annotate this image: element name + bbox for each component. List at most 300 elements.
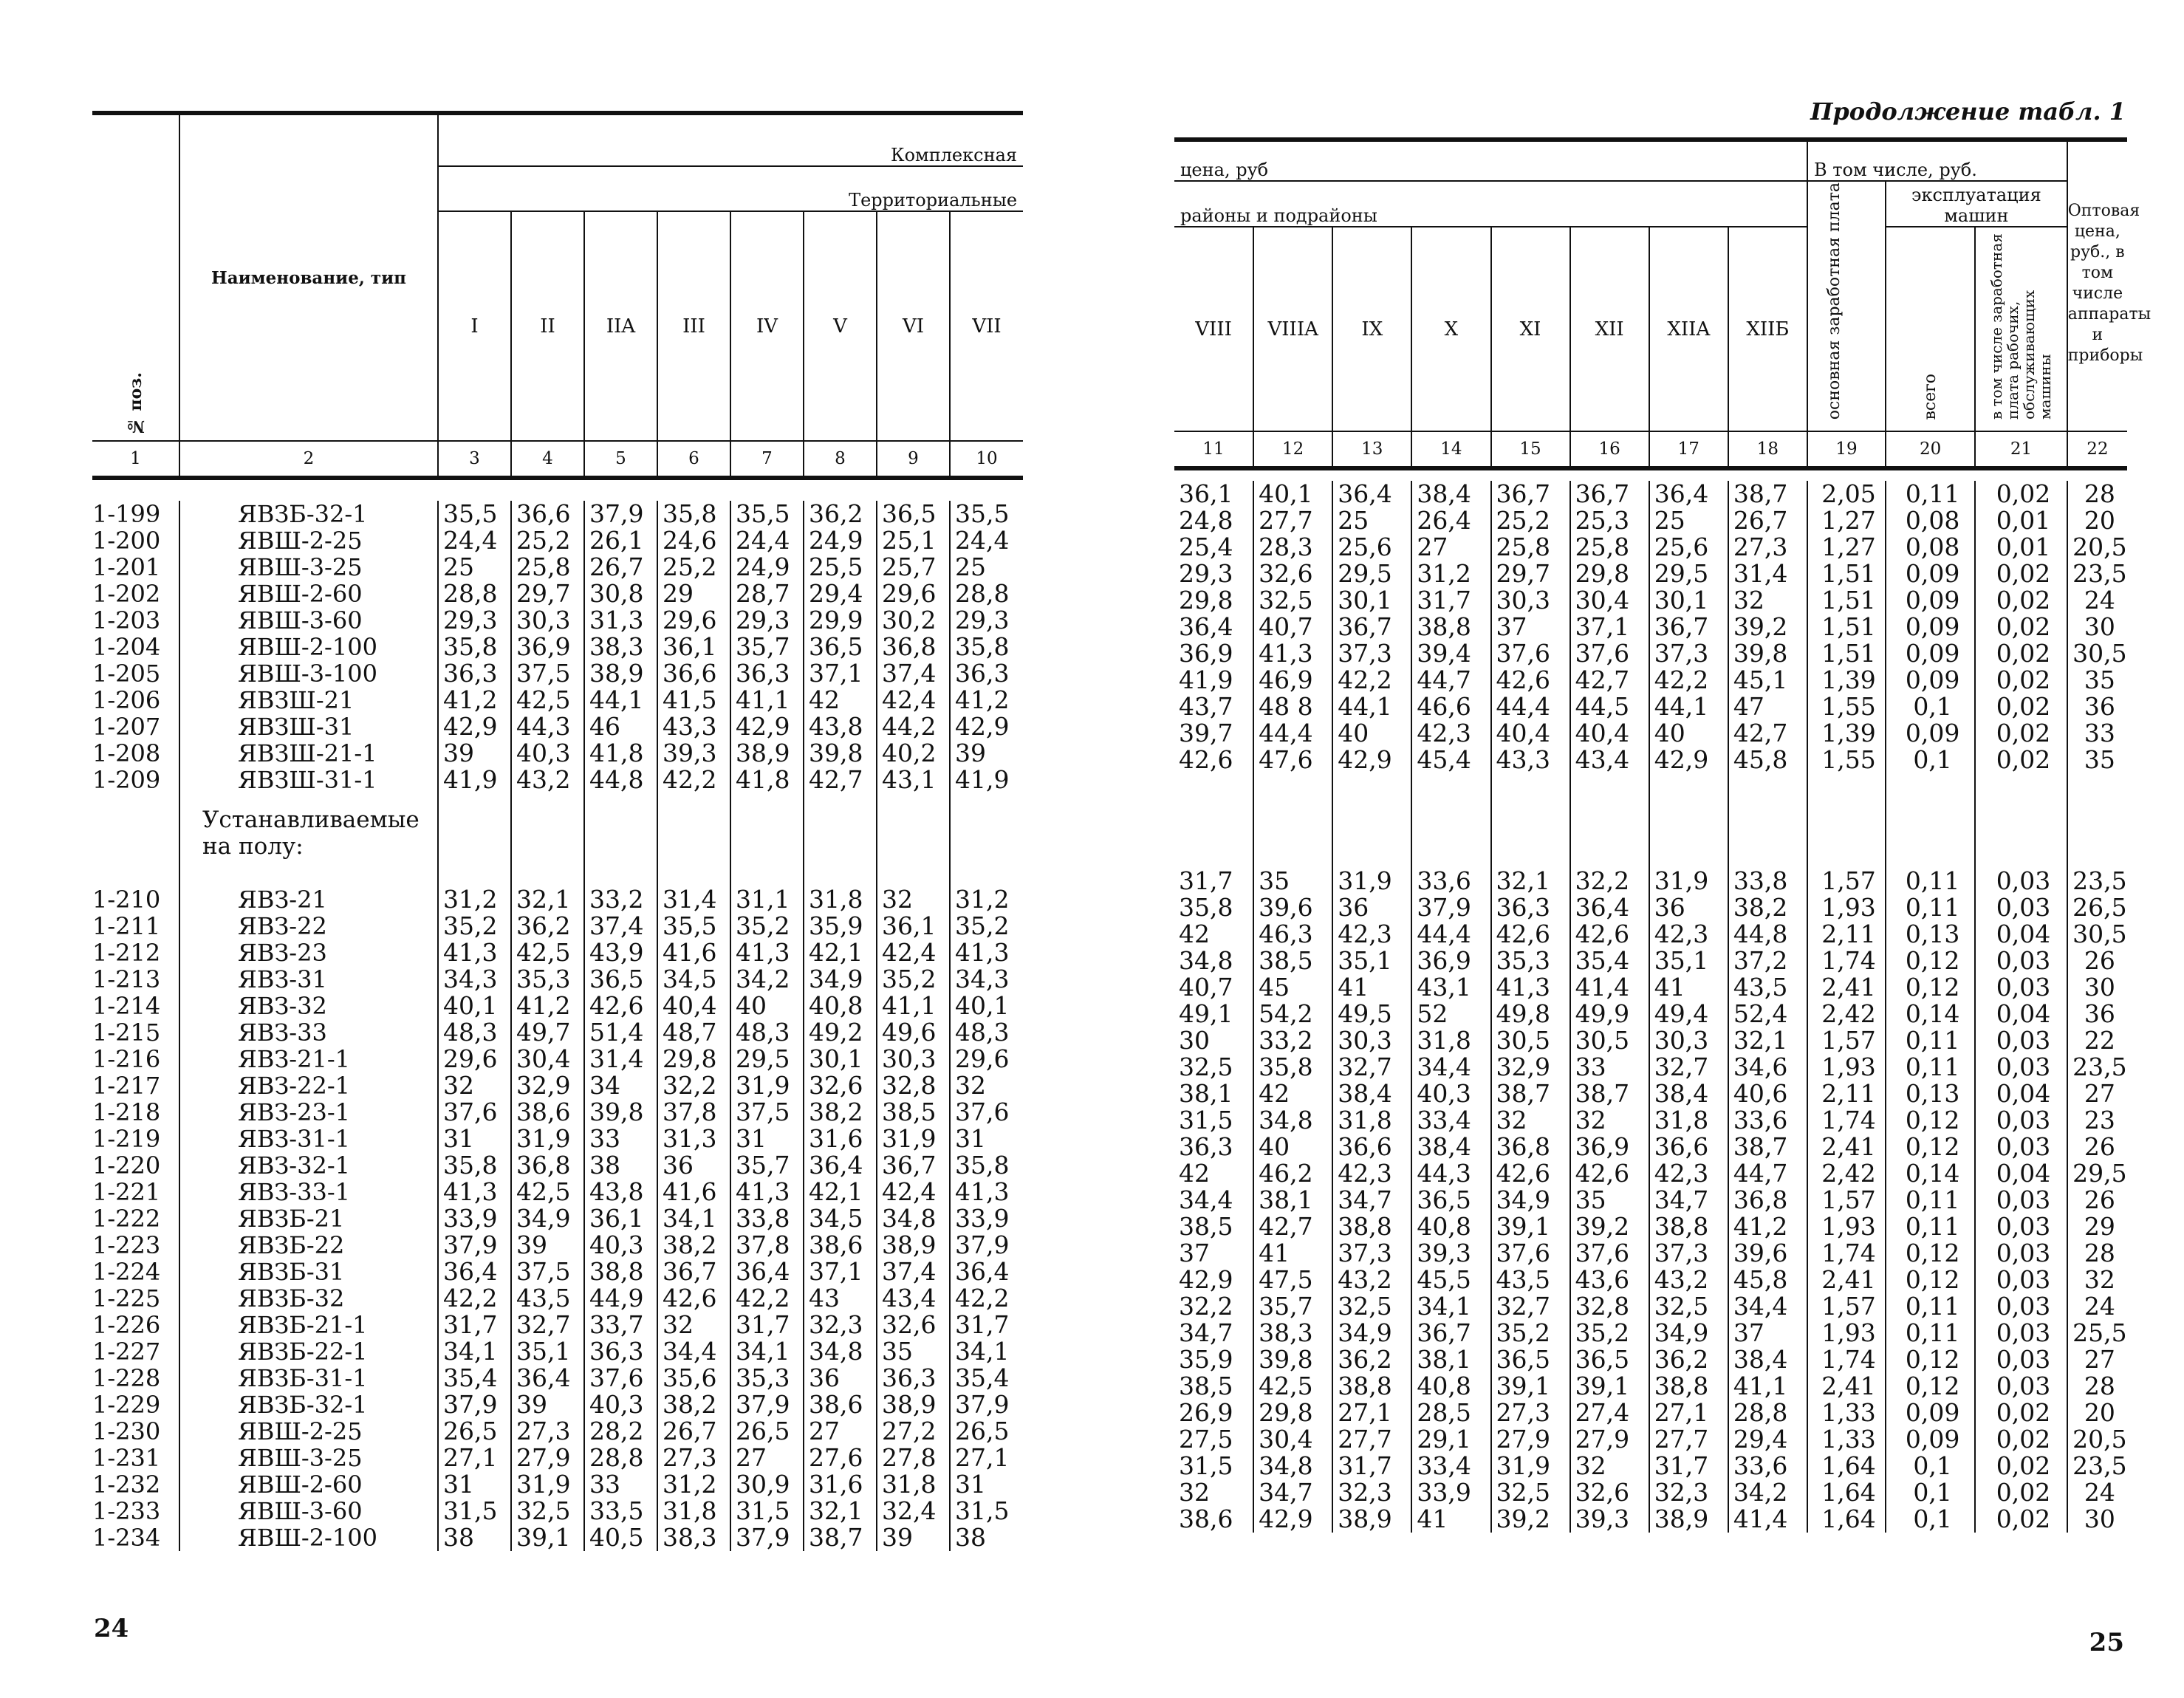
position-cell: 1-211 [92, 913, 161, 939]
value-cell: 0,12 [1886, 1346, 1975, 1373]
price-cell: 32,1 [511, 886, 584, 913]
table-row [1174, 1506, 2127, 1533]
value-cell: 0,02 [1975, 694, 2067, 720]
value-cell: 32,6 [1570, 1479, 1649, 1506]
price-cell: 31,7 [950, 1312, 1023, 1338]
price-cell: 32,6 [804, 1072, 877, 1099]
value-cell: 32,7 [1332, 1054, 1411, 1081]
value-cell: 28 [2067, 481, 2127, 507]
price-cell: 40 [730, 993, 804, 1019]
price-cell: 35,2 [950, 913, 1023, 939]
gap-cell [1975, 773, 2067, 868]
price-cell: 36,5 [584, 966, 657, 993]
table-row [1174, 1346, 2127, 1373]
column-number: 19 [1807, 431, 1886, 468]
value-cell: 0,03 [1975, 1107, 2067, 1134]
value-cell: 36,6 [1332, 1134, 1411, 1160]
table-row [1174, 1426, 2127, 1453]
name-cell: ЯВЗ-21-1 [179, 1046, 438, 1072]
value-cell: 40 [1332, 720, 1411, 747]
value-cell: 38,8 [1332, 1213, 1411, 1240]
value-cell: 38,1 [1253, 1187, 1332, 1213]
value-cell: 0,11 [1886, 1213, 1975, 1240]
value-cell: 32,2 [1570, 868, 1649, 894]
price-cell: 44,3 [511, 713, 584, 740]
value-cell: 26,5 [2067, 894, 2127, 921]
table-row [1174, 1187, 2127, 1213]
name-cell: ЯВЗБ-32-1 [179, 1391, 438, 1418]
value-cell: 41 [1253, 1240, 1332, 1267]
value-cell: 26 [2067, 1134, 2127, 1160]
value-cell: 33,2 [1253, 1027, 1332, 1054]
table-row [92, 1179, 1023, 1205]
price-cell: 30,4 [511, 1046, 584, 1072]
value-cell: 37,9 [1411, 894, 1490, 921]
left-rows-group-b [92, 886, 1023, 1551]
table-row [92, 1312, 1023, 1338]
value-cell: 34,9 [1491, 1187, 1570, 1213]
value-cell: 34,9 [1649, 1320, 1728, 1346]
column-number: 18 [1728, 431, 1807, 468]
price-cell: 51,4 [584, 1019, 657, 1046]
regions-group-header [1174, 181, 1807, 227]
price-cell: 42,2 [730, 1285, 804, 1312]
value-cell: 0,09 [1886, 587, 1975, 614]
value-cell: 42,2 [1649, 667, 1728, 694]
position-cell: 1-220 [92, 1152, 161, 1179]
position-cell: 1-229 [92, 1391, 161, 1418]
value-cell: 33 [1570, 1054, 1649, 1081]
price-cell: 46 [584, 713, 657, 740]
price-cell: 25 [438, 554, 511, 581]
value-cell: 46,9 [1253, 667, 1332, 694]
value-cell: 34,4 [1411, 1054, 1490, 1081]
table-row [1174, 974, 2127, 1001]
value-cell: 27,1 [1649, 1400, 1728, 1426]
price-cell: 37,4 [877, 660, 950, 687]
value-cell: 42,6 [1491, 1160, 1570, 1187]
price-cell: 24,4 [950, 527, 1023, 554]
price-cell: 41,6 [657, 939, 730, 966]
value-cell: 42,3 [1332, 1160, 1411, 1187]
value-cell: 43,1 [1411, 974, 1490, 1001]
name-cell: ЯВЗ-22 [179, 913, 438, 939]
value-cell: 36,3 [1179, 1134, 1233, 1160]
value-cell: 32,9 [1491, 1054, 1570, 1081]
value-cell: 2,42 [1807, 1001, 1886, 1027]
position-cell: 1-209 [92, 767, 161, 793]
price-cell: 33,5 [584, 1498, 657, 1524]
value-cell: 31,8 [1649, 1107, 1728, 1134]
region-header [511, 211, 584, 441]
name-cell: ЯВЗБ-21 [179, 1205, 438, 1232]
value-cell: 25,2 [1491, 507, 1570, 534]
value-cell: 39,3 [1411, 1240, 1490, 1267]
price-cell: 27 [804, 1418, 877, 1445]
value-cell: 38,9 [1649, 1506, 1728, 1533]
price-cell: 31,4 [584, 1046, 657, 1072]
table-row [1174, 694, 2127, 720]
value-cell: 24 [2067, 1479, 2127, 1506]
value-cell: 38,1 [1179, 1081, 1233, 1107]
value-cell: 35 [1253, 868, 1332, 894]
gap-cell [1411, 773, 1490, 868]
value-cell: 37 [1491, 614, 1570, 640]
value-cell: 38,1 [1411, 1346, 1490, 1373]
value-cell: 25 [1332, 507, 1411, 534]
name-cell: ЯВЗШ-31-1 [179, 767, 438, 793]
name-cell: ЯВШ-2-100 [179, 1524, 438, 1551]
value-cell: 46,6 [1411, 694, 1490, 720]
machine-total-label: всего [1920, 373, 1940, 420]
price-cell: 27,1 [438, 1445, 511, 1471]
region-label: VI [902, 315, 925, 338]
price-cell: 27,8 [877, 1445, 950, 1471]
price-cell: 44,2 [877, 713, 950, 740]
table-row [92, 1072, 1023, 1099]
value-cell: 32,5 [1179, 1054, 1233, 1081]
table-row [1174, 614, 2127, 640]
price-cell: 29,3 [438, 607, 511, 634]
value-cell: 0,11 [1886, 894, 1975, 921]
table-row [1174, 1001, 2127, 1027]
region-header [1570, 227, 1649, 431]
value-cell: 0,09 [1886, 720, 1975, 747]
base-wage-label: основная заработная плата [1825, 182, 1844, 420]
value-cell: 30,4 [1253, 1426, 1332, 1453]
group-territorial-header [438, 166, 1023, 212]
value-cell: 0,11 [1886, 1054, 1975, 1081]
price-cell: 35,2 [730, 913, 804, 939]
value-cell: 0,08 [1886, 507, 1975, 534]
price-cell: 29,6 [657, 607, 730, 634]
price-cell: 38 [584, 1152, 657, 1179]
value-cell: 0,03 [1975, 1134, 2067, 1160]
value-cell: 1,74 [1807, 1240, 1886, 1267]
price-cell: 34,3 [438, 966, 511, 993]
value-cell: 27,3 [1728, 534, 1807, 561]
table-row [1174, 1134, 2127, 1160]
value-cell: 30 [1179, 1027, 1210, 1054]
value-cell: 32 [1570, 1107, 1649, 1134]
price-cell: 42,2 [950, 1285, 1023, 1312]
price-cell: 35,8 [438, 634, 511, 660]
region-label: XIIA [1667, 318, 1711, 340]
price-cell: 24,6 [657, 527, 730, 554]
value-cell: 30,1 [1649, 587, 1728, 614]
table-row [1174, 561, 2127, 587]
value-cell: 36 [1332, 894, 1411, 921]
value-cell: 29,5 [2067, 1160, 2127, 1187]
value-cell: 1,64 [1807, 1479, 1886, 1506]
name-cell: ЯВЗ-32-1 [179, 1152, 438, 1179]
region-label: IX [1361, 318, 1383, 340]
value-cell: 40,7 [1179, 974, 1233, 1001]
value-cell: 1,57 [1807, 1187, 1886, 1213]
value-cell: 2,41 [1807, 1267, 1886, 1293]
price-cell: 25,2 [657, 554, 730, 581]
price-cell: 32 [438, 1072, 511, 1099]
price-cell: 31 [950, 1126, 1023, 1152]
value-cell: 47,6 [1253, 747, 1332, 773]
value-cell: 28 [2067, 1373, 2127, 1400]
price-cell: 40,2 [877, 740, 950, 767]
price-cell: 42 [804, 687, 877, 713]
name-cell: ЯВЗ-23 [179, 939, 438, 966]
column-number: 17 [1649, 431, 1728, 468]
value-cell: 32,5 [1332, 1293, 1411, 1320]
value-cell: 44,8 [1728, 921, 1807, 948]
price-cell: 33 [584, 1471, 657, 1498]
wholesale-header [2067, 140, 2152, 431]
price-cell: 34,1 [438, 1338, 511, 1365]
region-label: VIII [1195, 318, 1232, 340]
value-cell: 37,3 [1332, 640, 1411, 667]
spacer-cell [584, 860, 657, 886]
table-row [92, 1285, 1023, 1312]
table-row [1174, 1240, 2127, 1267]
value-cell: 31,9 [1491, 1453, 1570, 1479]
machine-wage-header [1975, 227, 2067, 431]
price-cell: 36,8 [511, 1152, 584, 1179]
value-cell: 42,2 [1332, 667, 1411, 694]
value-cell: 41,4 [1728, 1506, 1807, 1533]
column-number: 4 [511, 441, 584, 478]
value-cell: 38,7 [1491, 1081, 1570, 1107]
name-cell: ЯВЗШ-21-1 [179, 740, 438, 767]
table-row [92, 1524, 1023, 1551]
incl-group-label: В том числе, руб. [1814, 160, 1977, 180]
price-cell: 40,5 [584, 1524, 657, 1551]
position-cell: 1-218 [92, 1099, 161, 1126]
price-cell: 35,8 [950, 634, 1023, 660]
price-cell: 31,1 [730, 886, 804, 913]
value-cell: 29,1 [1411, 1426, 1490, 1453]
name-cell: ЯВЗ-33-1 [179, 1179, 438, 1205]
value-cell: 42,3 [1411, 720, 1490, 747]
value-cell: 1,51 [1807, 561, 1886, 587]
price-cell: 37,8 [730, 1232, 804, 1259]
price-cell: 35,8 [657, 501, 730, 527]
value-cell: 35,2 [1570, 1320, 1649, 1346]
price-cell: 37,9 [950, 1391, 1023, 1418]
value-cell: 32,2 [1179, 1293, 1233, 1320]
price-cell: 24,9 [730, 554, 804, 581]
value-cell: 1,33 [1807, 1400, 1886, 1426]
price-cell: 35,6 [657, 1365, 730, 1391]
value-cell: 34,4 [1179, 1187, 1233, 1213]
value-cell: 36,4 [1179, 614, 1233, 640]
value-cell: 28 [2067, 1240, 2127, 1267]
position-cell: 1-201 [92, 554, 161, 581]
value-cell: 48 8 [1253, 694, 1332, 720]
region-header [877, 211, 950, 441]
price-cell: 38,9 [730, 740, 804, 767]
section-cell [511, 793, 584, 860]
value-cell: 44,5 [1570, 694, 1649, 720]
position-cell: 1-216 [92, 1046, 161, 1072]
price-cell: 34,3 [950, 966, 1023, 993]
value-cell: 23 [2067, 1107, 2127, 1134]
value-cell: 1,93 [1807, 894, 1886, 921]
position-cell: 1-221 [92, 1179, 161, 1205]
price-cell: 34,9 [804, 966, 877, 993]
incl-group-header [1807, 140, 2067, 181]
value-cell: 1,27 [1807, 534, 1886, 561]
value-cell: 36,2 [1649, 1346, 1728, 1373]
price-cell: 35,5 [730, 501, 804, 527]
value-cell: 28,8 [1728, 1400, 1807, 1426]
price-cell: 33 [584, 1126, 657, 1152]
value-cell: 40,8 [1411, 1213, 1490, 1240]
price-cell: 25,2 [511, 527, 584, 554]
machine-total-header [1886, 227, 1975, 431]
name-cell: ЯВЗБ-22-1 [179, 1338, 438, 1365]
value-cell: 38,4 [1332, 1081, 1411, 1107]
position-cell: 1-213 [92, 966, 161, 993]
value-cell: 0,03 [1975, 894, 2067, 921]
value-cell: 46,3 [1253, 921, 1332, 948]
column-number: 11 [1174, 431, 1253, 468]
table-row [1174, 1293, 2127, 1320]
value-cell: 24,8 [1179, 507, 1233, 534]
price-cell: 38,2 [657, 1232, 730, 1259]
value-cell: 39,6 [1728, 1240, 1807, 1267]
price-cell: 38,2 [804, 1099, 877, 1126]
gap-cell [1728, 773, 1807, 868]
price-cell: 42,4 [877, 687, 950, 713]
value-cell: 31,2 [1411, 561, 1490, 587]
value-cell: 0,12 [1886, 1373, 1975, 1400]
value-cell: 30,3 [1491, 587, 1570, 614]
continuation-title: Продолжение табл. 1 [1810, 97, 2126, 126]
value-cell: 33,4 [1411, 1453, 1490, 1479]
col-pos-label: № поз. [126, 372, 146, 436]
spacer-cell [877, 860, 950, 886]
price-cell: 41,2 [438, 687, 511, 713]
price-cell: 27,3 [657, 1445, 730, 1471]
section-label: Устанавливаемые на полу: [179, 793, 438, 860]
column-number: 8 [804, 441, 877, 478]
value-cell: 29,8 [1179, 587, 1233, 614]
price-cell: 26,7 [657, 1418, 730, 1445]
region-header [1728, 227, 1807, 431]
machine-wage-label: в том числе заработная плата рабочих, обслуживающих машины [1988, 233, 2055, 420]
value-cell: 31,7 [1411, 587, 1490, 614]
value-cell: 23,5 [2067, 868, 2127, 894]
value-cell: 36,3 [1491, 894, 1570, 921]
price-cell: 40,3 [511, 740, 584, 767]
value-cell: 23,5 [2067, 1453, 2127, 1479]
value-cell: 43,7 [1179, 694, 1233, 720]
value-cell: 27,5 [1179, 1426, 1233, 1453]
value-cell: 0,02 [1975, 587, 2067, 614]
value-cell: 43,6 [1570, 1267, 1649, 1293]
spacer-cell [657, 860, 730, 886]
value-cell: 34,7 [1179, 1320, 1233, 1346]
price-cell: 26,5 [730, 1418, 804, 1445]
value-cell: 1,93 [1807, 1213, 1886, 1240]
value-cell: 36,7 [1491, 481, 1570, 507]
value-cell: 36,7 [1570, 481, 1649, 507]
column-number: 21 [1975, 431, 2067, 468]
value-cell: 27,7 [1332, 1426, 1411, 1453]
name-cell: ЯВШ-2-100 [179, 634, 438, 660]
value-cell: 25 [1649, 507, 1728, 534]
position-cell: 1-217 [92, 1072, 161, 1099]
wholesale-label: Оптовая цена, руб., в том числе аппараты и приборы [2067, 202, 2152, 365]
name-cell: ЯВЗБ-32-1 [179, 501, 438, 527]
table-row [92, 1445, 1023, 1471]
region-header [657, 211, 730, 441]
price-cell: 36 [657, 1152, 730, 1179]
table-row [92, 1498, 1023, 1524]
value-cell: 34,8 [1253, 1453, 1332, 1479]
value-cell: 0,01 [1975, 534, 2067, 561]
price-cell: 34,1 [730, 1338, 804, 1365]
table-row [1174, 921, 2127, 948]
value-cell: 42,7 [1570, 667, 1649, 694]
value-cell: 0,09 [1886, 561, 1975, 587]
value-cell: 1,64 [1807, 1453, 1886, 1479]
value-cell: 37,1 [1570, 614, 1649, 640]
price-cell: 41,9 [438, 767, 511, 793]
price-cell: 25 [950, 554, 1023, 581]
value-cell: 0,12 [1886, 1134, 1975, 1160]
value-cell: 26 [2067, 948, 2127, 974]
value-cell: 31,8 [1332, 1107, 1411, 1134]
price-cell: 42,2 [657, 767, 730, 793]
table-row [1174, 587, 2127, 614]
table-row [92, 1232, 1023, 1259]
value-cell: 35 [2067, 667, 2127, 694]
price-cell: 38,6 [804, 1391, 877, 1418]
name-cell: ЯВЗ-32 [179, 993, 438, 1019]
value-cell: 20 [2067, 1400, 2127, 1426]
price-cell: 34,8 [804, 1338, 877, 1365]
value-cell: 25,8 [1491, 534, 1570, 561]
value-cell: 36 [2067, 694, 2127, 720]
value-cell: 45,4 [1411, 747, 1490, 773]
left-section [92, 793, 1023, 886]
price-cell: 31,5 [730, 1498, 804, 1524]
right-table-body [1174, 481, 2127, 1533]
table-row [92, 1338, 1023, 1365]
table-row [1174, 1027, 2127, 1054]
value-cell: 0,12 [1886, 1240, 1975, 1267]
value-cell: 0,02 [1975, 1426, 2067, 1453]
value-cell: 35,1 [1649, 948, 1728, 974]
col-name-label: Наименование, тип [210, 267, 407, 288]
position-cell: 1-234 [92, 1524, 161, 1551]
value-cell: 47,5 [1253, 1267, 1332, 1293]
value-cell: 46,2 [1253, 1160, 1332, 1187]
price-cell: 37,9 [584, 501, 657, 527]
position-cell: 1-224 [92, 1259, 161, 1285]
left-column-numbers [92, 441, 1023, 478]
price-cell: 36 [804, 1365, 877, 1391]
price-cell: 35,4 [438, 1365, 511, 1391]
price-cell: 37,9 [730, 1391, 804, 1418]
value-cell: 0,03 [1975, 1320, 2067, 1346]
value-cell: 27,7 [1253, 507, 1332, 534]
table-row [92, 939, 1023, 966]
value-cell: 2,05 [1807, 481, 1886, 507]
name-cell: ЯВЗ-31-1 [179, 1126, 438, 1152]
value-cell: 41,3 [1491, 974, 1570, 1001]
table-row [1174, 948, 2127, 974]
value-cell: 39,1 [1491, 1213, 1570, 1240]
